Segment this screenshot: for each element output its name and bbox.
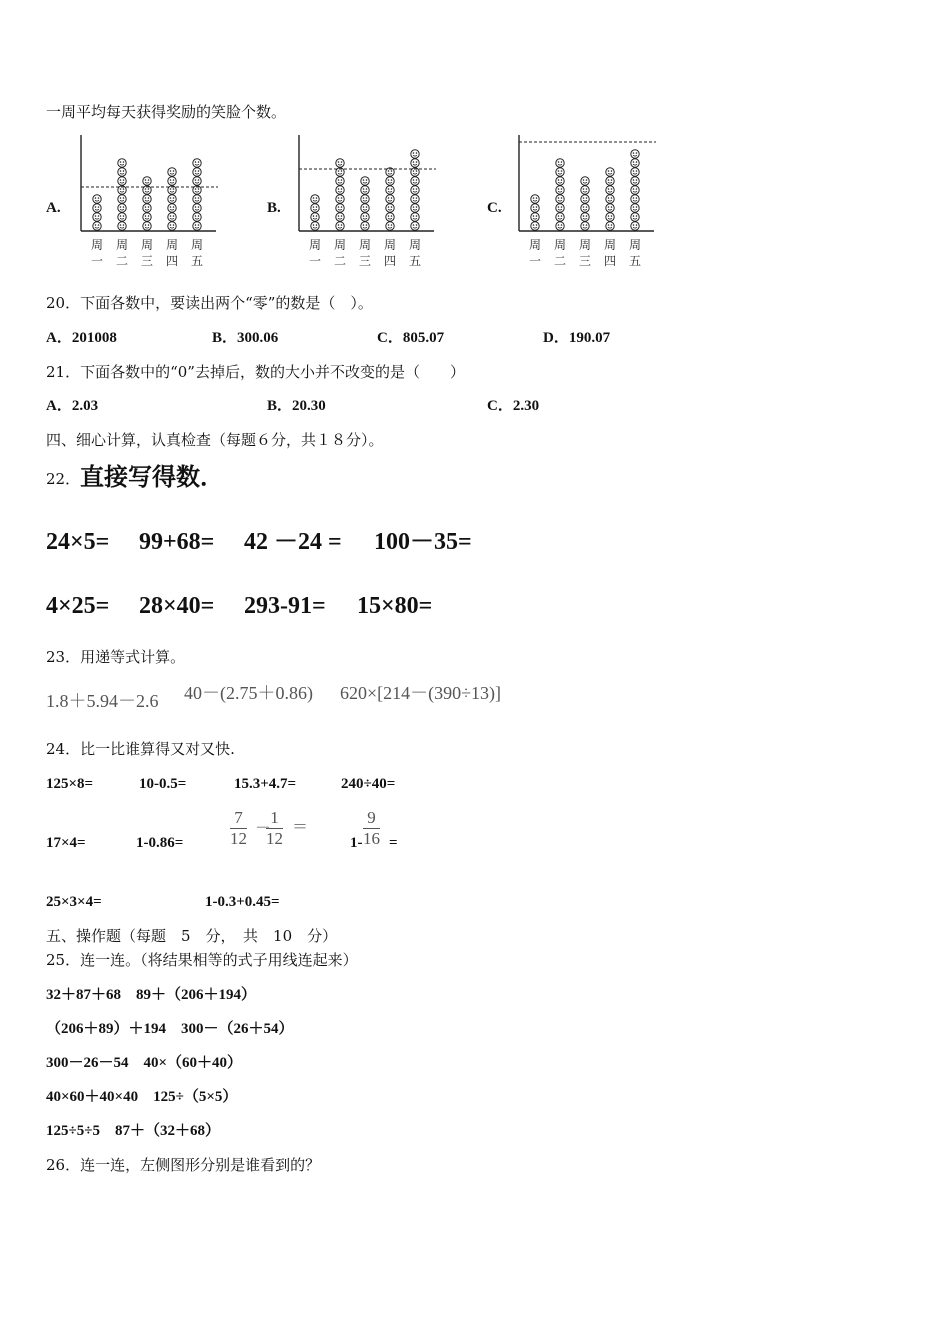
smiley-face [143,195,151,203]
q22-item: 100－35= [374,529,472,555]
q19-option-b: B. [267,200,281,216]
smiley-face [361,186,369,194]
smiley-face [631,195,639,203]
section-4-heading: 四、细心计算，认真检查（每题６分，共１８分）。 [46,431,384,449]
q25-line: 40×60＋40×40 125÷（5×5） [46,1089,238,1105]
q19-option-c: C. [487,200,502,216]
numerator: 9 [363,808,380,829]
day-label-top: 周 [308,238,322,252]
day-label-bottom: 一 [528,254,542,268]
smiley-face [168,177,176,185]
smiley-face [631,150,639,158]
smiley-face [118,204,126,212]
smiley-face [386,195,394,203]
smiley-face [118,195,126,203]
q25-prompt: 25．连一连。（将结果相等的式子用线连起来） [46,951,358,969]
smiley-face [361,222,369,230]
smiley-chart-b [296,133,446,273]
q24-prompt: 24．比一比谁算得又对又快. [46,740,235,758]
day-label-bottom: 四 [383,254,397,268]
q22-item: 15×80= [357,593,433,619]
smiley-face [193,159,201,167]
denominator: 12 [266,829,283,848]
smiley-face [193,168,201,176]
q22-item: 24×5= [46,529,110,555]
day-label-top: 周 [90,238,104,252]
smiley-chart-c [516,133,666,273]
smiley-face [411,159,419,167]
smiley-face [93,204,101,212]
smiley-face [411,222,419,230]
q22-number: 22． [46,470,81,488]
numerator: 1 [266,808,283,829]
smiley-face [361,213,369,221]
minus-sign: － [255,820,272,837]
smiley-face [631,186,639,194]
q24-item: 10-0.5= [139,776,187,792]
q23-expr-3: 620×[214－(390÷13)] [340,683,502,703]
q19-prompt: 一周平均每天获得奖励的笑脸个数。 [46,103,287,121]
q20-choice-d: D．190.07 [543,330,611,346]
smiley-face [531,195,539,203]
day-label-bottom: 五 [190,254,204,268]
smiley-face [336,222,344,230]
smiley-face [411,213,419,221]
smiley-face [311,213,319,221]
day-label-top: 周 [603,238,617,252]
day-label-top: 周 [115,238,129,252]
smiley-face [336,195,344,203]
q24-item: 1-0.3+0.45= [205,894,280,910]
smiley-face [606,168,614,176]
smiley-face [606,177,614,185]
q25-line: 300－26－54 40×（60＋40） [46,1055,243,1071]
q23-prompt: 23．用递等式计算。 [46,648,186,666]
smiley-face [168,213,176,221]
q20-choice-b: B．300.06 [212,330,279,346]
day-label-top: 周 [190,238,204,252]
smiley-face [556,168,564,176]
q21-choice-c: C．2.30 [487,398,540,414]
smiley-face [311,195,319,203]
smiley-face [361,195,369,203]
smiley-face [631,168,639,176]
smiley-face [193,177,201,185]
day-label-bottom: 一 [308,254,322,268]
smiley-face [336,204,344,212]
smiley-face [531,213,539,221]
smiley-face [193,213,201,221]
q24-fraction-9-16 [363,808,380,849]
equals-sign: ＝ [292,819,309,836]
smiley-face [93,195,101,203]
smiley-face [386,213,394,221]
day-label-top: 周 [578,238,592,252]
day-label-bottom: 二 [553,254,567,268]
smiley-face [631,177,639,185]
q23-expr-2: 40－(2.75＋0.86) [184,683,313,703]
equals-sign: = [389,835,398,851]
day-label-top: 周 [383,238,397,252]
smiley-face [556,213,564,221]
smiley-face [531,222,539,230]
smiley-face [118,177,126,185]
smiley-face [361,204,369,212]
smiley-face [556,186,564,194]
smiley-face [411,177,419,185]
q24-item: 15.3+4.7= [234,776,297,792]
smiley-face [631,222,639,230]
day-label-top: 周 [165,238,179,252]
q25-line: （206＋89）＋194 300－（26＋54） [46,1021,294,1037]
q22-item: 28×40= [139,593,215,619]
smiley-face [581,213,589,221]
smiley-face [606,195,614,203]
day-label-bottom: 三 [358,254,372,268]
day-label-bottom: 五 [408,254,422,268]
smiley-face [556,204,564,212]
day-label-top: 周 [140,238,154,252]
smiley-face [411,204,419,212]
smiley-face [386,177,394,185]
q24-item: 25×3×4= [46,894,102,910]
day-label-bottom: 三 [578,254,592,268]
denominator: 12 [230,829,247,848]
smiley-face [311,222,319,230]
smiley-face [531,204,539,212]
day-label-top: 周 [408,238,422,252]
day-label-bottom: 四 [603,254,617,268]
q21-prompt: 21．下面各数中的“0”去掉后，数的大小并不改变的是（ ） [46,363,465,381]
smiley-face [581,177,589,185]
smiley-face [606,213,614,221]
smiley-face [556,177,564,185]
q19-option-a: A. [46,200,61,216]
day-label-bottom: 三 [140,254,154,268]
smiley-face [581,204,589,212]
smiley-face [411,195,419,203]
smiley-face [193,222,201,230]
q21-choice-a: A．2.03 [46,398,99,414]
smiley-face [581,222,589,230]
q26-prompt: 26．连一连，左侧图形分别是谁看到的？ [46,1156,321,1174]
smiley-face [386,222,394,230]
smiley-face [336,213,344,221]
smiley-face [336,186,344,194]
smiley-face [411,186,419,194]
day-label-top: 周 [528,238,542,252]
smiley-face [361,177,369,185]
smiley-face [118,222,126,230]
q21-choice-b: B．20.30 [267,398,326,414]
smiley-face [143,222,151,230]
smiley-face [168,204,176,212]
smiley-face [606,222,614,230]
smiley-face [386,204,394,212]
q24-item: 240÷40= [341,776,396,792]
day-label-bottom: 二 [115,254,129,268]
smiley-face [606,186,614,194]
smiley-face [631,213,639,221]
q25-line: 125÷5÷5 87＋（32＋68） [46,1123,220,1139]
denominator: 16 [363,829,380,848]
smiley-face [143,204,151,212]
q20-choice-c: C．805.07 [377,330,445,346]
smiley-face [193,195,201,203]
smiley-face [386,186,394,194]
smiley-chart-a [78,133,228,273]
q23-expr-1: 1.8＋5.94－2.6 [46,691,159,711]
q20-prompt: 20．下面各数中，要读出两个“零”的数是（ ）。 [46,294,373,312]
q22-item: 42 －24 = [244,529,342,555]
smiley-face [581,186,589,194]
q24-item: 17×4= [46,835,86,851]
smiley-face [168,168,176,176]
smiley-face [193,204,201,212]
q24-item: 1-0.86= [136,835,184,851]
smiley-face [631,204,639,212]
section-5-heading: 五、操作题（每题 5 分， 共 10 分） [46,927,338,945]
q20-choice-a: A．201008 [46,330,117,346]
day-label-bottom: 四 [165,254,179,268]
q24-fraction-7-12 [230,808,247,849]
q22-title: 直接写得数． [80,462,224,491]
smiley-face [411,150,419,158]
smiley-face [556,222,564,230]
day-label-bottom: 一 [90,254,104,268]
q22-item: 293-91= [244,593,326,619]
day-label-bottom: 二 [333,254,347,268]
smiley-face [336,159,344,167]
smiley-face [93,213,101,221]
day-label-top: 周 [628,238,642,252]
q24-item: 125×8= [46,776,94,792]
smiley-face [118,213,126,221]
q22-item: 99+68= [139,529,215,555]
day-label-top: 周 [333,238,347,252]
numerator: 7 [230,808,247,829]
smiley-face [631,159,639,167]
smiley-face [118,168,126,176]
q24-fraction-1-12 [266,808,283,849]
smiley-face [168,222,176,230]
smiley-face [93,222,101,230]
smiley-face [168,195,176,203]
smiley-face [311,204,319,212]
smiley-face [581,195,589,203]
smiley-face [606,204,614,212]
q25-line: 32＋87＋68 89＋（206＋194） [46,987,257,1003]
day-label-top: 周 [358,238,372,252]
smiley-face [143,177,151,185]
smiley-face [118,159,126,167]
day-label-top: 周 [553,238,567,252]
smiley-face [143,213,151,221]
smiley-face [556,159,564,167]
smiley-face [556,195,564,203]
q24-item: 1- [350,835,363,851]
day-label-bottom: 五 [628,254,642,268]
q22-item: 4×25= [46,593,110,619]
smiley-face [336,177,344,185]
